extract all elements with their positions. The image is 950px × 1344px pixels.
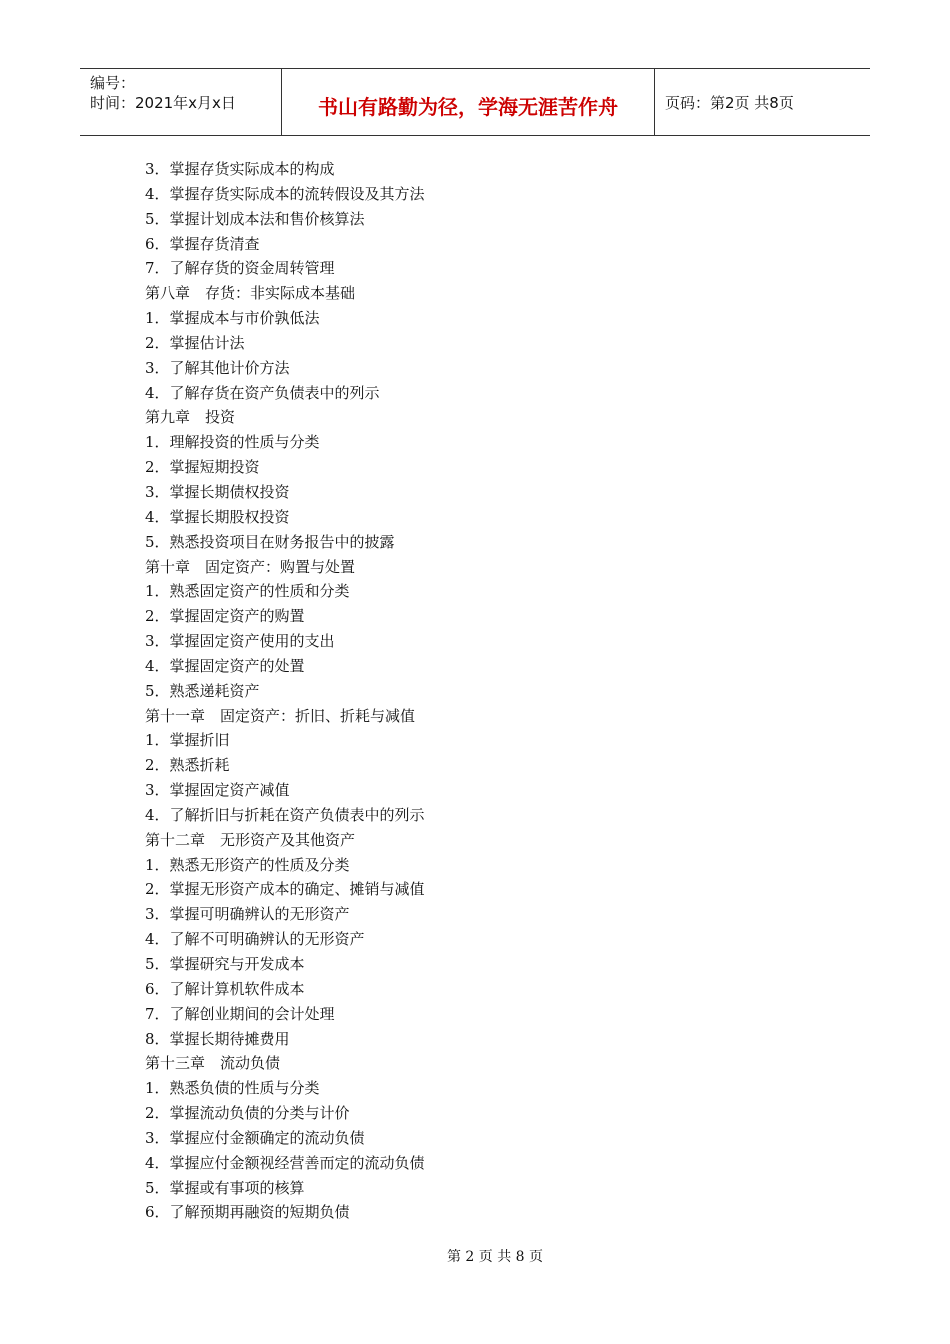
list-item: 5．掌握或有事项的核算 xyxy=(145,1178,305,1197)
list-item: 3．掌握应付金额确定的流动负债 xyxy=(145,1128,365,1147)
list-item: 2．掌握短期投资 xyxy=(145,458,260,477)
list-item: 4．掌握固定资产的处置 xyxy=(145,656,305,675)
list-item: 2．熟悉折耗 xyxy=(145,756,230,775)
chapter-heading: 第十二章 无形资产及其他资产 xyxy=(145,830,356,849)
page-header xyxy=(80,68,870,136)
list-item: 5．掌握研究与开发成本 xyxy=(145,955,305,973)
list-item: 8．掌握长期待摊费用 xyxy=(145,1029,290,1048)
chapter-heading: 第十一章 固定资产：折旧、折耗与减值 xyxy=(145,706,416,725)
list-item: 4．掌握存货实际成本的流转假设及其方法 xyxy=(145,184,425,203)
list-item: 1．熟悉负债的性质与分类 xyxy=(145,1079,320,1098)
list-item: 4．掌握应付金额视经营善而定的流动负债 xyxy=(145,1153,425,1172)
list-item: 1．掌握成本与市价孰低法 xyxy=(145,309,320,328)
list-item: 6．掌握存货清查 xyxy=(145,234,260,253)
list-item: 2．掌握固定资产的购置 xyxy=(145,607,305,626)
list-item: 3．掌握长期债权投资 xyxy=(145,482,290,501)
list-item: 3．掌握存货实际成本的构成 xyxy=(145,160,335,178)
document-body xyxy=(145,157,845,1225)
header-meta xyxy=(80,69,282,135)
list-item: 1．掌握折旧 xyxy=(145,731,230,750)
header-motto: 书山有路勤为径，学海无涯苦作舟 xyxy=(282,69,655,135)
list-item: 4．了解存货在资产负债表中的列示 xyxy=(145,383,380,402)
list-item: 3．掌握可明确辨认的无形资产 xyxy=(145,905,350,924)
chapter-heading: 第十三章 流动负债 xyxy=(145,1054,281,1073)
page-footer: 第 2 页 共 8 页 xyxy=(446,1249,544,1265)
list-item: 5．掌握计划成本法和售价核算法 xyxy=(145,209,365,228)
chapter-heading: 第十章 固定资产：购置与处置 xyxy=(145,557,356,576)
list-item: 2．掌握无形资产成本的确定、摊销与减值 xyxy=(145,880,425,899)
header-page-info: 页码：第2页 共8页 xyxy=(665,93,794,112)
list-item: 2．掌握估计法 xyxy=(145,333,245,352)
list-item: 7．了解存货的资金周转管理 xyxy=(145,259,335,278)
list-item: 3．掌握固定资产减值 xyxy=(145,781,290,800)
list-item: 5．熟悉投资项目在财务报告中的披露 xyxy=(145,532,395,551)
list-item: 4．了解折旧与折耗在资产负债表中的列示 xyxy=(145,805,425,824)
list-item: 1．熟悉固定资产的性质和分类 xyxy=(145,582,350,601)
list-item: 2．掌握流动负债的分类与计价 xyxy=(145,1104,350,1123)
chapter-heading: 第八章 存货：非实际成本基础 xyxy=(145,284,356,303)
list-item: 6．了解预期再融资的短期负债 xyxy=(145,1203,350,1222)
list-item: 7．了解创业期间的会计处理 xyxy=(145,1004,335,1023)
time-label: 时间：2021年x月x日 xyxy=(90,94,236,112)
list-item: 5．熟悉递耗资产 xyxy=(145,681,260,700)
chapter-heading: 第九章 投资 xyxy=(145,408,236,427)
number-label: 编号： xyxy=(90,74,136,92)
list-item: 1．理解投资的性质与分类 xyxy=(145,433,320,452)
list-item: 3．掌握固定资产使用的支出 xyxy=(145,632,335,651)
list-item: 4．掌握长期股权投资 xyxy=(145,507,290,526)
list-item: 1．熟悉无形资产的性质及分类 xyxy=(145,855,350,874)
list-item: 3．了解其他计价方法 xyxy=(145,358,290,377)
list-item: 6．了解计算机软件成本 xyxy=(145,979,305,998)
list-item: 4．了解不可明确辨认的无形资产 xyxy=(145,930,365,949)
